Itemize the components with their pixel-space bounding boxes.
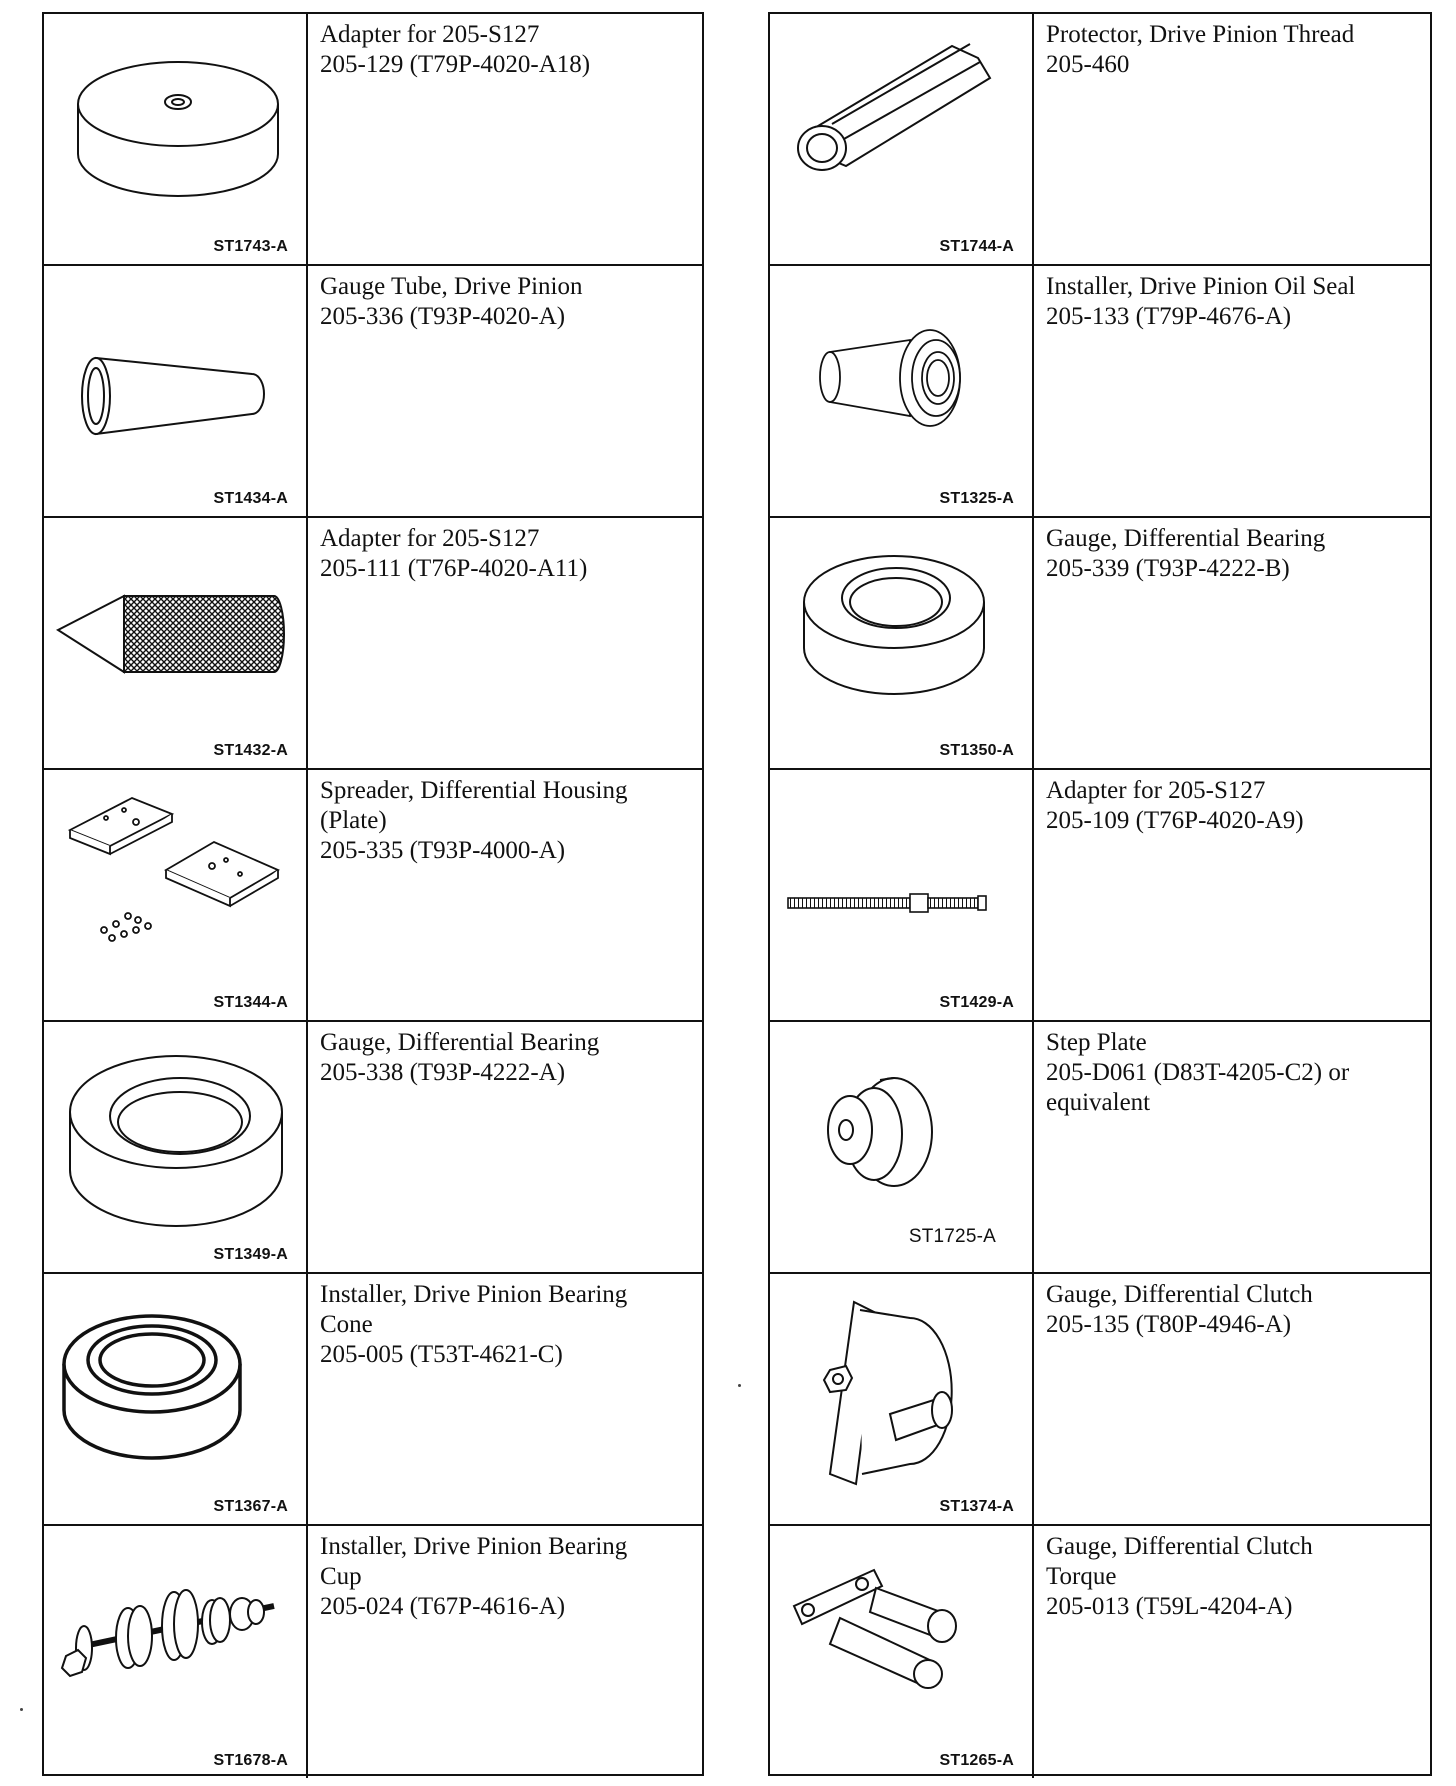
tool-code: ST1350-A [939,742,1014,759]
bearing-gauge-ring-icon [770,518,1032,768]
tool-row [44,518,702,770]
tool-description [308,770,639,1020]
tool-row [770,1022,1430,1274]
tool-number: 205-336 (T93P-4020-A) [320,303,566,330]
tool-illustration [44,1022,308,1272]
tool-description [308,1274,639,1524]
scan-speck [20,1708,23,1711]
cone-installer-icon [44,1274,306,1524]
tool-description [308,1022,611,1272]
tool-illustration [770,1526,1034,1778]
tool-number: 205-D061 (D83T-4205-C2) or [1046,1059,1350,1086]
tool-row [770,1274,1430,1526]
hex-protector-icon [770,14,1032,264]
tool-name: Adapter for 205-S127 [1046,777,1266,804]
tool-description [1034,1526,1325,1778]
tool-number: 205-005 (T53T-4621-C) [320,1341,563,1368]
special-tools-table-right [768,12,1432,1776]
tool-description [1034,770,1316,1020]
tool-name: Step Plate [1046,1029,1147,1056]
tool-row [44,1274,702,1526]
tool-description [308,1526,639,1778]
tool-code: ST1265-A [939,1752,1014,1769]
tool-illustration [44,1274,308,1524]
tool-number: 205-335 (T93P-4000-A) [320,837,566,864]
tool-number-cont: equivalent [1046,1089,1151,1116]
tool-code: ST1349-A [213,1246,288,1263]
gauge-tube-icon [44,266,306,516]
tool-code: ST1432-A [213,742,288,759]
scan-speck [738,1384,741,1387]
tool-code: ST1325-A [939,490,1014,507]
tool-illustration [770,1022,1034,1272]
tool-number: 205-013 (T59L-4204-A) [1046,1593,1293,1620]
torque-gauge-icon [770,1526,1032,1776]
tool-description [308,518,599,768]
tool-code: ST1434-A [213,490,288,507]
tool-description [1034,266,1367,516]
tool-row [44,1526,702,1778]
tool-description [1034,1022,1361,1272]
knurled-adapter-icon [44,518,306,768]
tool-description [1034,1274,1325,1524]
tool-name: Installer, Drive Pinion Bearing [320,1281,628,1308]
tool-name: Protector, Drive Pinion Thread [1046,21,1355,48]
tool-number: 205-133 (T79P-4676-A) [1046,303,1292,330]
tool-row [770,518,1430,770]
tool-description [308,266,595,516]
tool-row [44,770,702,1022]
spreader-plates-icon [44,770,306,1020]
oil-seal-installer-icon [770,266,1032,516]
tool-name: Adapter for 205-S127 [320,525,540,552]
tool-row [44,14,702,266]
tool-name-cont: Torque [1046,1563,1117,1590]
tool-name: Installer, Drive Pinion Bearing [320,1533,628,1560]
tool-name-cont: Cone [320,1311,373,1338]
tool-illustration [44,1526,308,1778]
tool-code: ST1344-A [213,994,288,1011]
tool-name: Adapter for 205-S127 [320,21,540,48]
tool-name: Gauge, Differential Clutch [1046,1533,1313,1560]
tool-code: ST1367-A [213,1498,288,1515]
threaded-rod-icon [770,770,1032,1020]
tool-number: 205-339 (T93P-4222-B) [1046,555,1290,582]
tool-name: Gauge, Differential Clutch [1046,1281,1313,1308]
tool-row [770,1526,1430,1778]
tool-description [1034,518,1337,768]
tool-number: 205-024 (T67P-4616-A) [320,1593,566,1620]
tool-illustration [770,1274,1034,1524]
tool-row [44,266,702,518]
tool-number: 205-111 (T76P-4020-A11) [320,555,588,582]
tool-number: 205-338 (T93P-4222-A) [320,1059,566,1086]
tool-name: Gauge, Differential Bearing [320,1029,600,1056]
tool-illustration [44,518,308,768]
tool-row [770,266,1430,518]
bearing-gauge-ring-icon [44,1022,306,1272]
tool-illustration [770,14,1034,264]
tool-number: 205-460 [1046,51,1130,78]
tool-code: ST1743-A [213,238,288,255]
clutch-gauge-icon [770,1274,1032,1524]
cup-installer-icon [44,1526,306,1776]
tool-illustration [770,518,1034,768]
tool-row [770,770,1430,1022]
tool-number: 205-109 (T76P-4020-A9) [1046,807,1304,834]
tool-number: 205-129 (T79P-4020-A18) [320,51,591,78]
tool-description [308,14,602,264]
special-tools-table-left [42,12,704,1776]
tool-description [1034,14,1366,264]
tool-number: 205-135 (T80P-4946-A) [1046,1311,1292,1338]
tool-illustration [44,14,308,264]
tool-row [44,1022,702,1274]
tool-illustration [770,770,1034,1020]
tool-name: Gauge, Differential Bearing [1046,525,1326,552]
tool-name: Spreader, Differential Housing [320,777,628,804]
tool-name-cont: Cup [320,1563,362,1590]
round-adapter-icon [44,14,306,264]
tool-illustration [770,266,1034,516]
tool-name-cont: (Plate) [320,807,387,834]
tool-code: ST1429-A [939,994,1014,1011]
tool-code: ST1725-A [908,1226,996,1247]
tool-row [770,14,1430,266]
tool-name: Installer, Drive Pinion Oil Seal [1046,273,1356,300]
tool-name: Gauge Tube, Drive Pinion [320,273,583,300]
tool-code: ST1744-A [939,238,1014,255]
tool-code: ST1374-A [939,1498,1014,1515]
tool-code: ST1678-A [213,1752,288,1769]
tool-illustration [44,770,308,1020]
tool-illustration [44,266,308,516]
